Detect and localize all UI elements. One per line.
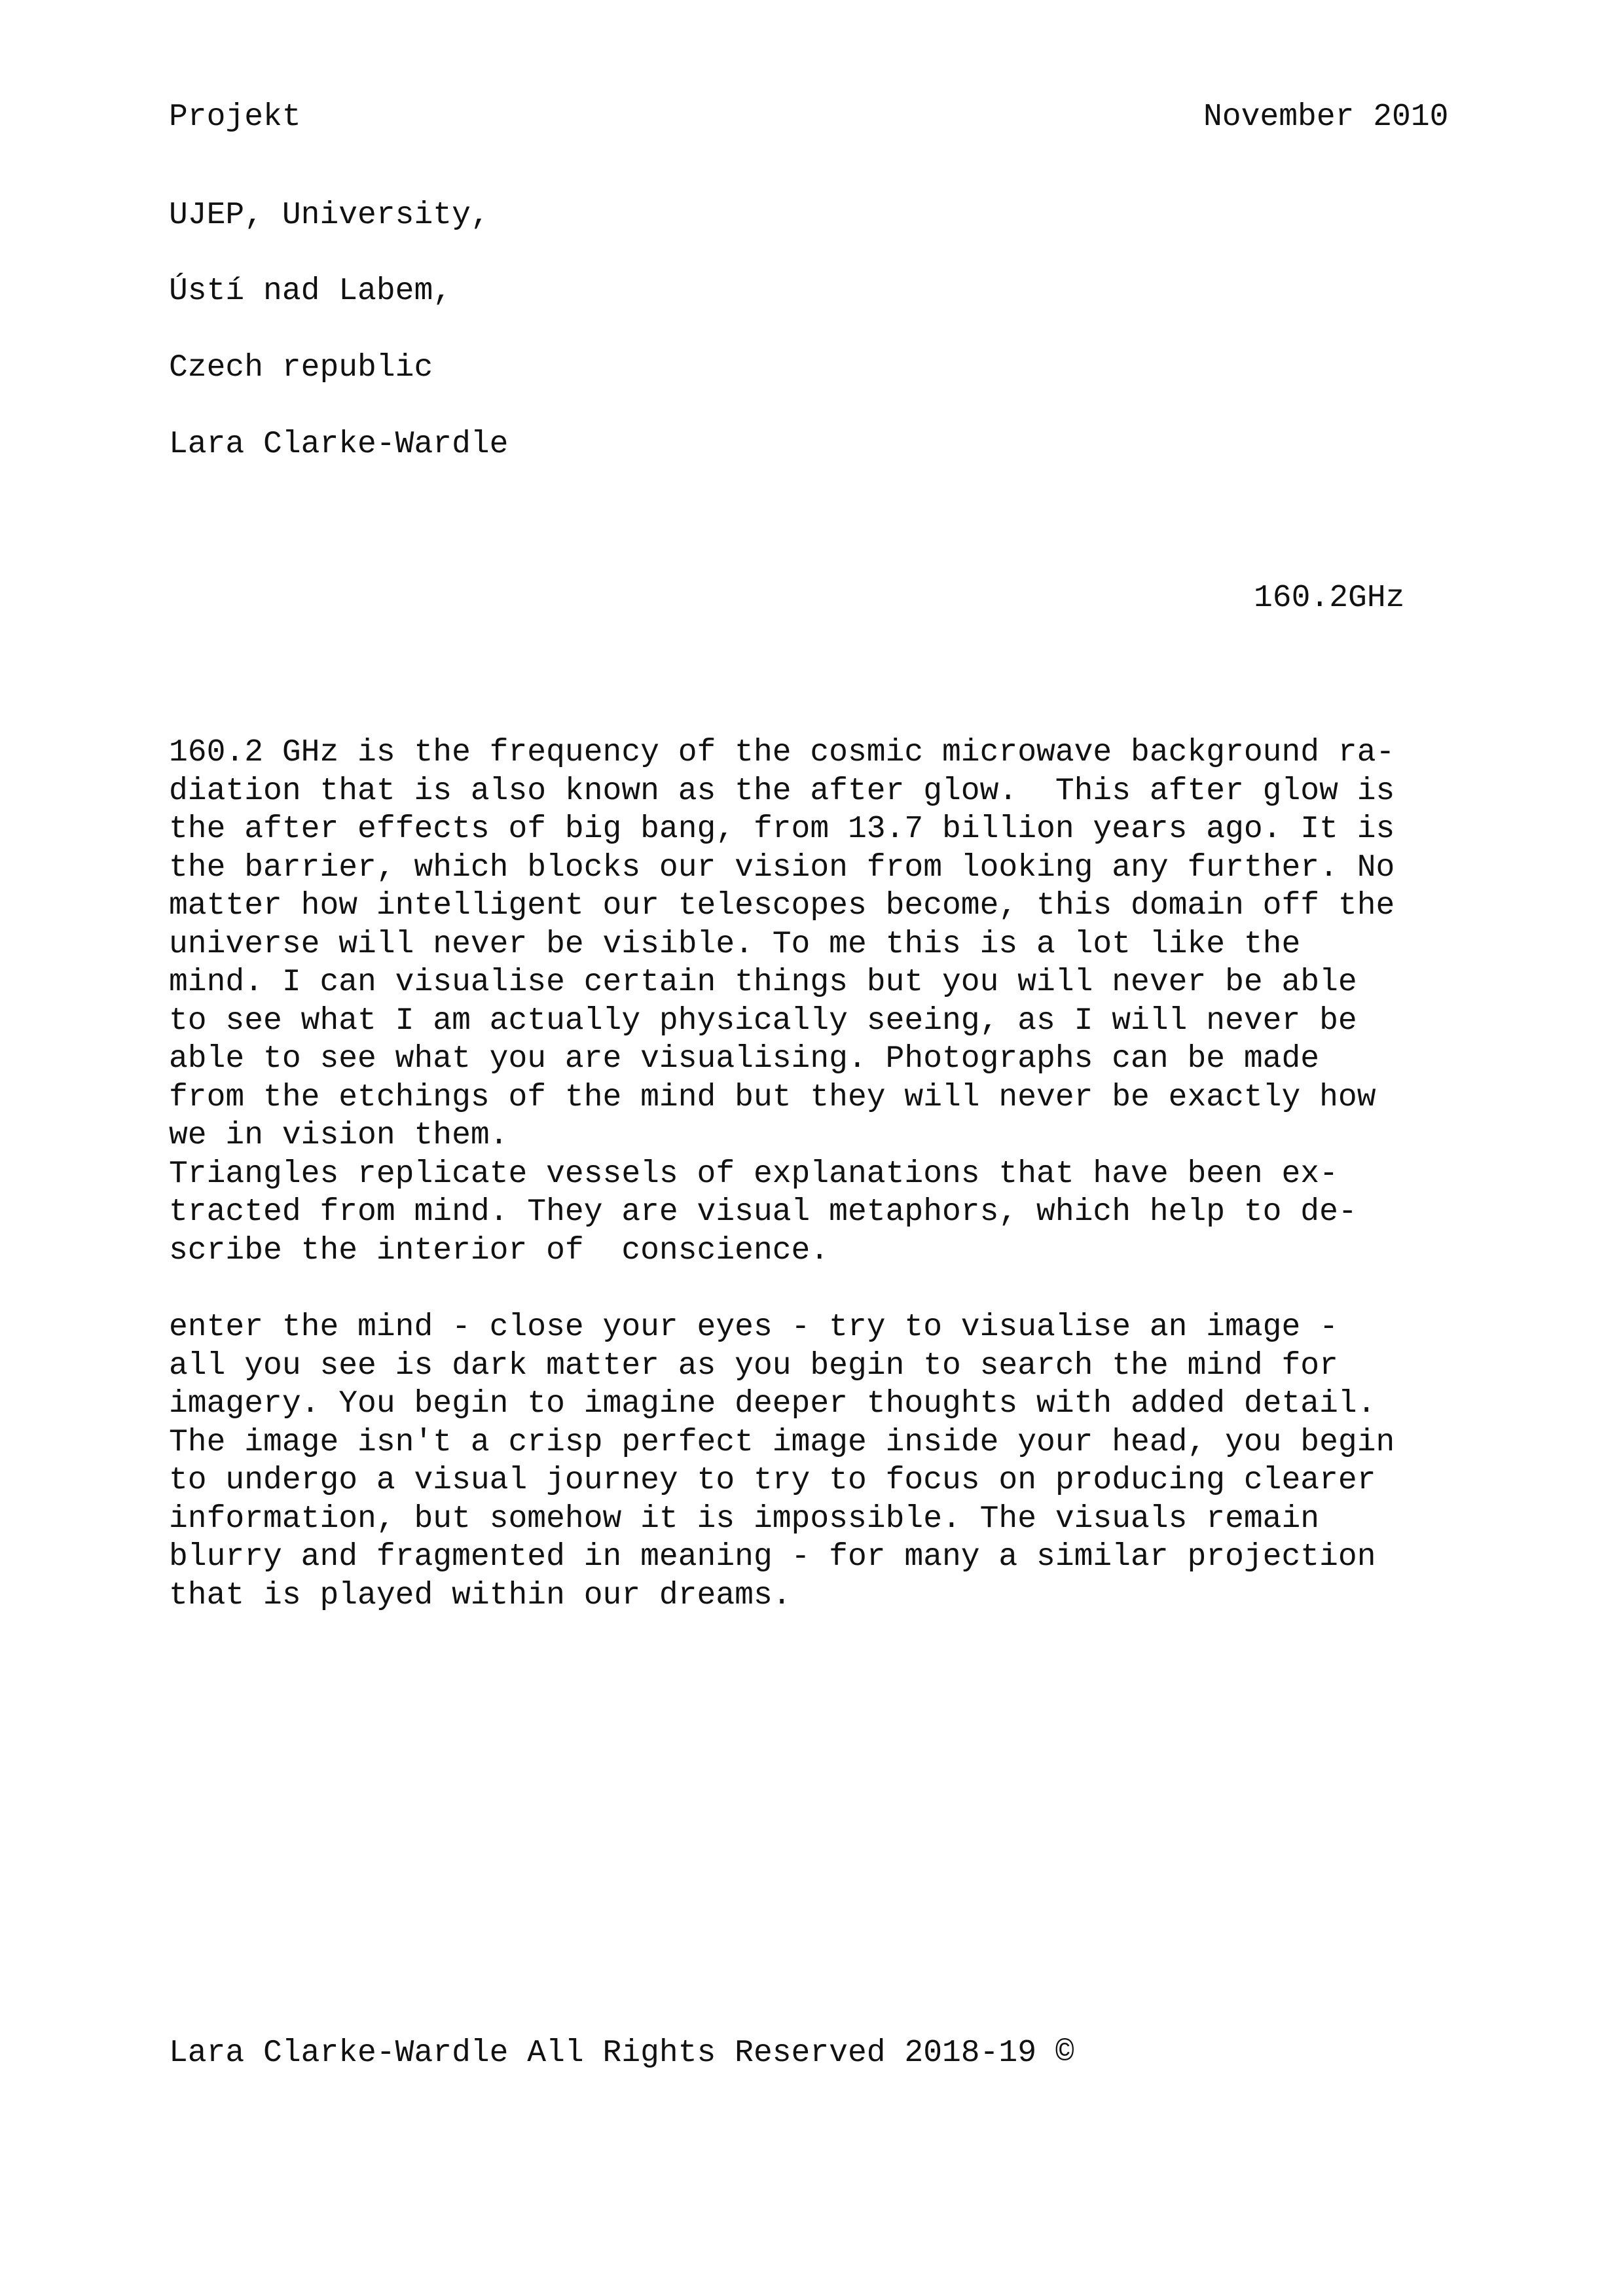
header-date: November 2010 (1203, 99, 1449, 135)
paragraph-line: all you see is dark matter as you begin to search the mind for (169, 1348, 1338, 1384)
paragraph-line: mind. I can visualise certain things but you will never be able (169, 965, 1357, 1000)
paragraph-line: The image isn't a crisp perfect image inside your head, you begin (169, 1424, 1395, 1460)
paragraph-line: enter the mind - close your eyes - try to visualise an image - (169, 1310, 1338, 1345)
address-line-university: UJEP, University, (169, 198, 490, 233)
address-line-country: Czech republic (169, 350, 433, 386)
paragraph-line: imagery. You begin to imagine deeper thoughts with added detail. (169, 1386, 1376, 1422)
paragraph-line: scribe the interior of conscience. (169, 1232, 830, 1268)
paragraph-line: blurry and fragmented in meaning - for many a similar projection (169, 1539, 1376, 1575)
paragraph-line: matter how intelligent our telescopes become, this domain off the (169, 888, 1395, 924)
paragraph-line: tracted from mind. They are visual metaphors, which help to de- (169, 1194, 1357, 1230)
paragraph-line: that is played within our dreams. (169, 1577, 792, 1613)
paragraph-line: from the etchings of the mind but they will never be exactly how (169, 1079, 1376, 1115)
address-line-author: Lara Clarke-Wardle (169, 427, 509, 462)
paragraph-line: diation that is also known as the after glow. This after glow is (169, 773, 1395, 809)
body-paragraph-2 (169, 1308, 1478, 1615)
paragraph-line: to see what I am actually physically seeing, as I will never be (169, 1003, 1357, 1039)
paragraph-line: to undergo a visual journey to try to focus on producing clearer (169, 1463, 1376, 1498)
copyright-footer: Lara Clarke-Wardle All Rights Reserved 2018-19 © (169, 2036, 1074, 2071)
paragraph-line: information, but somehow it is impossible. The visuals remain (169, 1501, 1320, 1537)
paragraph-line: 160.2 GHz is the frequency of the cosmic microwave background ra- (169, 735, 1395, 770)
paragraph-line: the after effects of big bang, from 13.7 billion years ago. It is (169, 812, 1395, 847)
paragraph-line: the barrier, which blocks our vision from looking any further. No (169, 850, 1395, 886)
body-paragraph-1 (169, 734, 1478, 1270)
paragraph-line: universe will never be visible. To me this is a lot like the (169, 926, 1301, 962)
paragraph-line: Triangles replicate vessels of explanations that have been ex- (169, 1156, 1338, 1192)
paragraph-line: we in vision them. (169, 1118, 509, 1153)
address-line-city: Ústí nad Labem, (169, 274, 452, 309)
document-title: 160.2GHz (1254, 581, 1405, 616)
header-project-label: Projekt (169, 99, 301, 135)
paragraph-line: able to see what you are visualising. Photographs can be made (169, 1041, 1320, 1077)
